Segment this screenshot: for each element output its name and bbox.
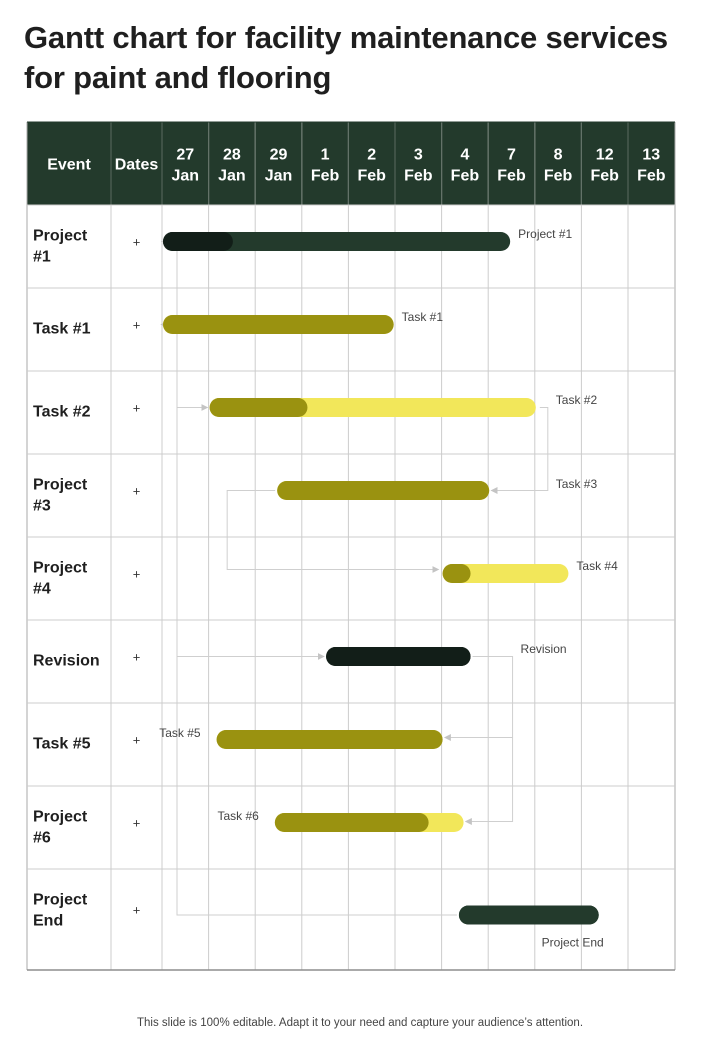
dates-value: +	[132, 483, 141, 499]
bar-progress-7	[217, 730, 443, 749]
header-date-5: 3 Feb	[404, 146, 433, 185]
bar-progress-9	[459, 906, 599, 925]
footer-note: This slide is 100% editable. Adapt it to your need and capture your audience’s attention.	[136, 1017, 584, 1029]
dates-value: +	[132, 815, 141, 831]
bar-label-1: Project #1	[518, 227, 573, 241]
connector-revision-task6	[466, 657, 513, 822]
event-label: Task #2	[33, 403, 91, 421]
header-date-3: 1 Feb	[310, 146, 340, 185]
event-label: Task #1	[33, 320, 91, 338]
bar-label-4: Task #3	[555, 477, 598, 491]
header-date-7: 7 Feb	[497, 146, 526, 185]
header-date-2: 29 Jan	[264, 146, 293, 185]
event-label: Project #6	[33, 808, 88, 847]
header-date-9: 12 Feb	[590, 146, 619, 185]
bar-label-5: Task #4	[576, 559, 618, 573]
bar-progress-4	[277, 481, 489, 500]
bar-label-6: Revision	[520, 642, 567, 656]
header-date-4: 2 Feb	[357, 146, 386, 185]
dates-value: +	[132, 649, 141, 665]
connector-task2-project3	[491, 408, 548, 491]
header-date-1: 28 Jan	[218, 146, 246, 185]
bar-label-7: Task #5	[159, 726, 201, 740]
bar-progress-6	[326, 647, 470, 666]
bar-progress-1	[163, 232, 233, 251]
bar-progress-3	[210, 398, 308, 417]
header-dates: Dates	[114, 156, 159, 174]
header-date-10: 13 Feb	[637, 146, 666, 185]
bar-progress-5	[443, 564, 471, 583]
dates-value: +	[132, 732, 141, 748]
bar-label-8: Task #6	[217, 809, 259, 823]
header-date-0: 27 Jan	[171, 146, 200, 185]
event-label: Task #5	[33, 735, 91, 753]
header-event: Event	[47, 156, 91, 174]
bar-label-2: Task #1	[401, 310, 444, 324]
bar-progress-2	[163, 315, 394, 334]
bar-label-9: Project End	[541, 935, 604, 950]
event-label: Project #4	[33, 559, 88, 598]
dates-value: +	[132, 400, 141, 416]
event-label: Project #3	[33, 476, 88, 515]
dates-value: +	[132, 234, 141, 250]
event-label: Revision	[33, 652, 100, 670]
dates-value: +	[132, 902, 141, 918]
header-date-8: 8 Feb	[543, 146, 573, 185]
page-title: Gantt chart for facility maintenance services for paint and flooring	[24, 20, 668, 95]
connector-project3-project4	[227, 491, 438, 570]
event-label: Project #1	[33, 227, 88, 266]
header-date-6: 4 Feb	[450, 146, 480, 185]
bar-progress-8	[275, 813, 429, 832]
dates-value: +	[132, 317, 141, 333]
dates-value: +	[132, 566, 141, 582]
event-label: Project End	[33, 891, 88, 930]
bar-label-3: Task #2	[555, 393, 598, 407]
